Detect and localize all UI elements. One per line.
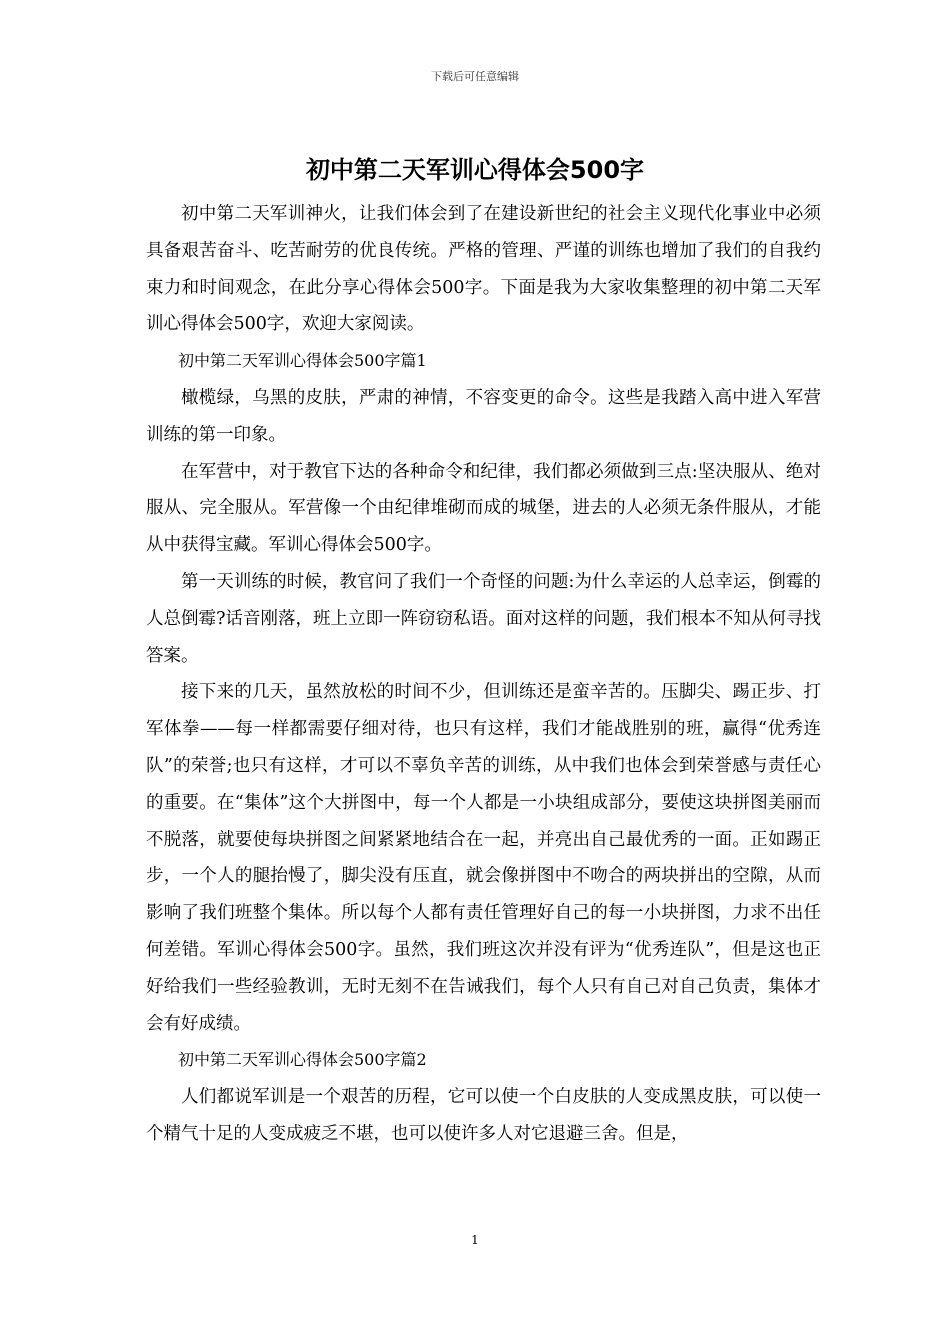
page-number: 1 bbox=[471, 1233, 479, 1247]
body-paragraph: 在军营中，对于教官下达的各种命令和纪律，我们都必须做到三点:坚决服从、绝对服从、完全服从。军营像一个由纪律堆砌而成的城堡，进去的人必须无条件服从，才能从中获得宝藏。军训心得体会500字。 bbox=[146, 461, 821, 556]
page-header: 下载后可任意编辑 bbox=[431, 70, 519, 83]
body-paragraph: 第一天训练的时候，教官问了我们一个奇怪的问题:为什么幸运的人总幸运，倒霉的人总倒霉?话音刚落，班上立即一阵窃窃私语。面对这样的问题，我们根本不知从何寻找答案。 bbox=[146, 571, 821, 666]
document-title: 初中第二天军训心得体会500字 bbox=[305, 156, 645, 184]
section-heading: 初中第二天军训心得体会500字篇1 bbox=[178, 351, 427, 371]
body-paragraph: 橄榄绿，乌黑的皮肤，严肃的神情，不容变更的命令。这些是我踏入高中进入军营训练的第一印象。 bbox=[146, 387, 821, 445]
body-paragraph: 接下来的几天，虽然放松的时间不少，但训练还是蛮辛苦的。压脚尖、踢正步、打军体拳——每一样都需要仔细对待，也只有这样，我们才能战胜别的班，赢得“优秀连队”的荣誉;也只有这样，才可以不辜负辛苦的训练，从中我们也体会到荣誉感与责任心的重要。在“集体”这个大拼图中，每一个人都是一小块组成部分，要使这块拼图美丽而不脱落，就要使每块拼图之间紧紧地结合在一起，并亮出自己最优秀的一面。正如踢正步，一个人的腿抬慢了，脚尖没有压直，就会像拼图中不吻合的两块拼出的空隙，从而影响了我们班整个集体。所以每个人都有责任管理好自己的每一小块拼图，力求不出任何差错。军训心得体会500字。虽然，我们班这次并没有评为“优秀连队”，但是这也正好给我们一些经验教训，无时无刻不在告诫我们，每个人只有自己对自己负责，集体才会有好成绩。 bbox=[146, 682, 821, 1034]
document-body bbox=[146, 196, 821, 1153]
section-heading: 初中第二天军训心得体会500字篇2 bbox=[178, 1050, 427, 1070]
intro-paragraph: 初中第二天军训神火，让我们体会到了在建设新世纪的社会主义现代化事业中必须具备艰苦奋斗、吃苦耐劳的优良传统。严格的管理、严谨的训练也增加了我们的自我约束力和时间观念，在此分享心得体会500字。下面是我为大家收集整理的初中第二天军训心得体会500字，欢迎大家阅读。 bbox=[146, 204, 821, 335]
body-paragraph: 人们都说军训是一个艰苦的历程，它可以使一个白皮肤的人变成黑皮肤，可以使一个精气十足的人变成疲乏不堪，也可以使许多人对它退避三舍。但是， bbox=[146, 1087, 821, 1144]
